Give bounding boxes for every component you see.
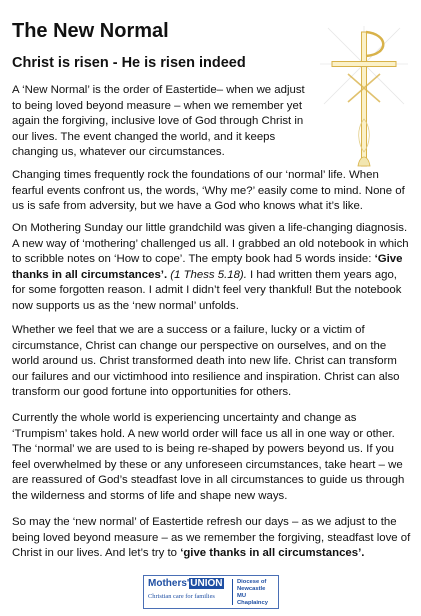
paragraph-closing	[12, 515, 412, 562]
logo-brand-right: UNION	[190, 578, 223, 589]
paragraph-uncertainty: Currently the whole world is experiencing uncertainty and change as ‘Trumpism’ takes hold. A new world order will face us all in one way or other. The ‘normal’ we are used to is being re-shaped by powers beyond us. If you feel overwhelmed by these or any unforeseen circumstances, take heart – we are reassured of God’s steadfast love in all circumstances to guide us through the wilderness and storms of life and shape new ways.	[12, 412, 405, 502]
paragraph-text: On Mothering Sunday our little grandchild was given a life-changing diagnosis. A new way of ‘mothering’ challenged us all. I grabbed an old notebook in which to scribble notes on ‘How to cope’. The empty book had 5 words inside:	[12, 222, 409, 265]
paragraph-intro: A ‘New Normal’ is the order of Eastertide– when we adjust to being loved beyond measure – when we remember yet again the forgiving, inclusive love of God through Christ in our lives. The event changed the world, and it keeps changing us, whatever our circumstances.	[12, 84, 305, 158]
paragraph-text: I had written them years ago, for some forgotten reason. I admit I didn’t feel very thankful! But the notebook now supports us as the ‘new normal’ unfolds.	[12, 268, 402, 312]
diocese-line: MU Chaplaincy	[237, 593, 268, 606]
quote-bold: ‘give thanks in all circumstances’.	[180, 547, 365, 559]
logo-tagline: Christian care for families	[148, 593, 215, 600]
logo-brand-left: Mothers'	[148, 578, 190, 589]
paragraph-transformation: Whether we feel that we are a success or a failure, lucky or a victim of circumstance, Christ can change our perspective on ourselves, and on the world around us. Christ transformed death into new life. Christ can transform our failures and our victimhood into resilience and inspiration. Christ can also transform our good fortune into opportunities for others.	[12, 324, 400, 398]
diocese-line: Diocese of	[237, 579, 267, 585]
page-title: The New Normal	[12, 20, 169, 42]
paragraph-changing-times: Changing times frequently rock the foundations of our ‘normal’ life. When fearful events confront us, the words, ‘Why me?’ easily come to mind. None of us is safe from adversity, but we have a God who knows what it’s like.	[12, 169, 405, 212]
logo-diocese	[237, 579, 278, 607]
scripture-reference: (1 Thess 5.18).	[167, 268, 247, 281]
logo-brand	[148, 578, 224, 589]
page-subtitle: Christ is risen - He is risen indeed	[12, 55, 246, 71]
paragraph-text: So may the ‘new normal’ of Eastertide refresh our days – as we adjust to the being loved beyond measure – as we remember the forgiving, steadfast love of Christ in our lives. And let’s try to	[12, 516, 411, 559]
quote-bold: ‘Give thanks in all circumstances’.	[12, 253, 403, 281]
diocese-line: Newcastle	[237, 586, 266, 592]
logo-divider	[232, 579, 233, 605]
chi-rho-cross-icon	[318, 24, 410, 172]
mothers-union-logo	[143, 575, 279, 609]
paragraph-mothering-sunday	[12, 221, 412, 314]
